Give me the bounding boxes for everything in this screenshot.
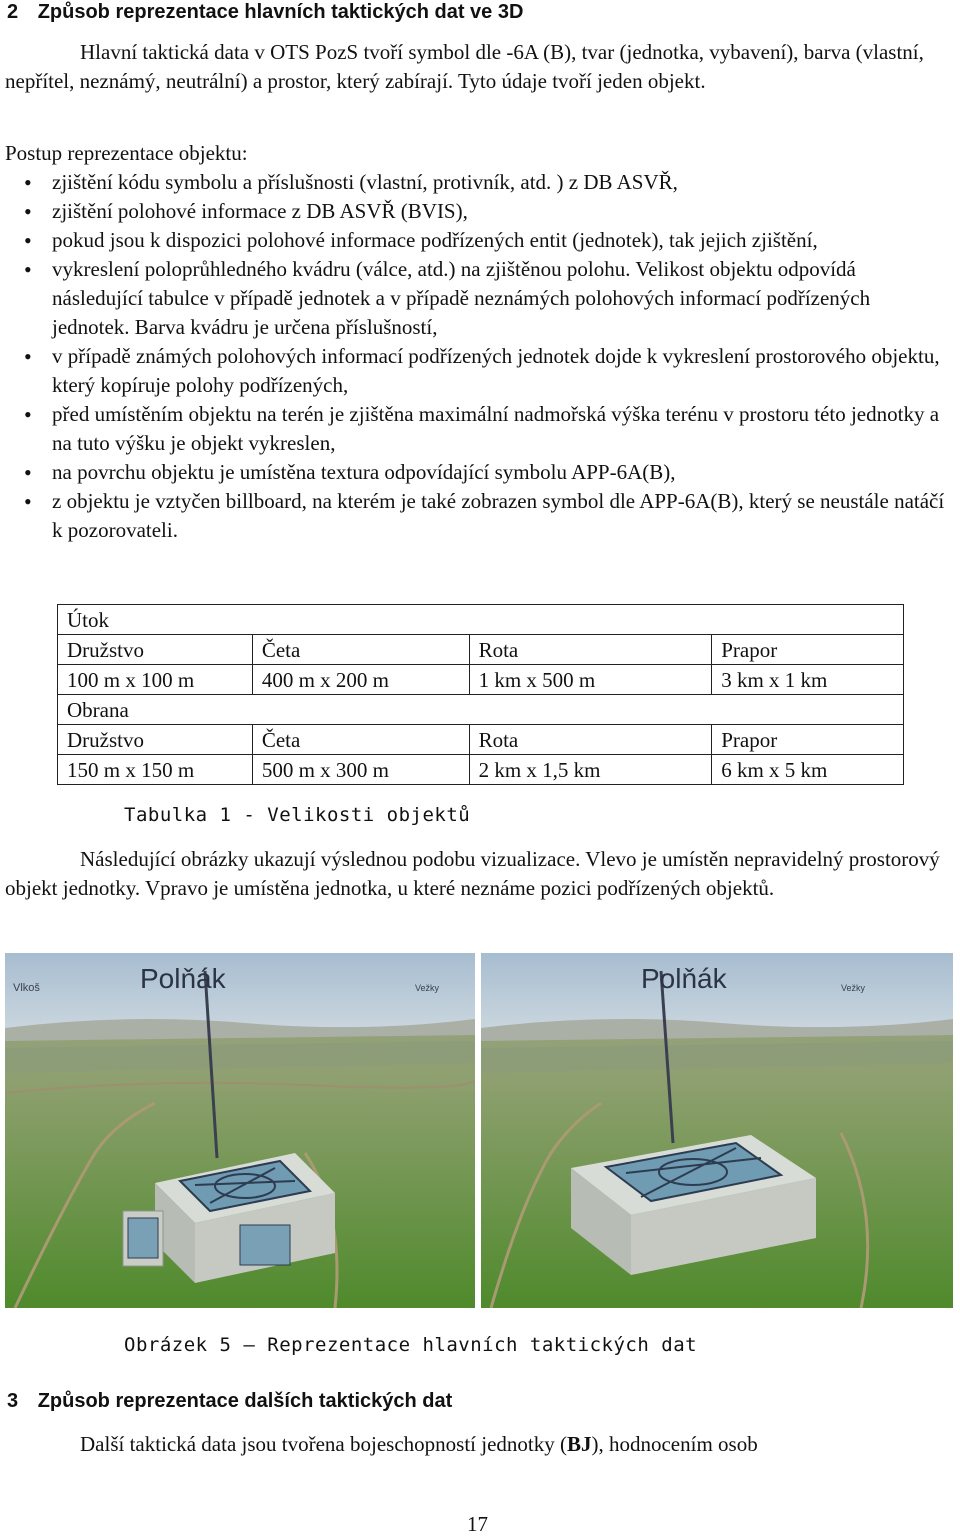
table-caption: Tabulka 1 - Velikosti objektů: [124, 804, 471, 826]
figure-caption: Obrázek 5 – Reprezentace hlavních taktických dat: [124, 1334, 698, 1356]
table-cell: Rota: [469, 635, 712, 665]
list-item: • před umístěním objektu na terén je zjištěna maximální nadmořská výška terénu v prostoru této jednotky a na tuto výšku je objekt vykreslen,: [5, 400, 948, 458]
place-label: Vlkoš: [13, 982, 40, 994]
table-cell: Rota: [469, 725, 712, 755]
list-item: • z objektu je vztyčen billboard, na kterém je také zobrazen symbol dle APP-6A(B), který se neustále natáčí k pozorovateli.: [5, 487, 948, 545]
list-intro: Postup reprezentace objektu:: [5, 141, 248, 165]
table-cell: 3 km x 1 km: [712, 665, 904, 695]
table-cell: 1 km x 500 m: [469, 665, 712, 695]
table-cell: Družstvo: [58, 635, 253, 665]
section-2-heading: [7, 1, 523, 24]
table-cell: Obrana: [58, 695, 904, 725]
size-table: [57, 604, 904, 785]
list-item: • zjištění polohové informace z DB ASVŘ (BVIS),: [5, 197, 948, 226]
section-number: 2: [7, 1, 19, 23]
table-row: [58, 755, 904, 785]
section-title: Způsob reprezentace hlavních taktických dat ve 3D: [37, 1, 524, 23]
figure-intro-paragraph: Následující obrázky ukazují výslednou podobu vizualizace. Vlevo je umístěn nepravidelný prostorový objekt jednotky. Vpravo je umístěna jednotka, u které neznáme pozici podřízených objektů.: [5, 847, 940, 900]
list-item: • na povrchu objektu je umístěna textura odpovídající symbolu APP-6A(B),: [5, 458, 948, 487]
section-number: 3: [7, 1390, 19, 1412]
table-cell: 100 m x 100 m: [58, 665, 253, 695]
table-cell: Útok: [58, 605, 904, 635]
table-cell: 500 m x 300 m: [252, 755, 469, 785]
scene-image-right: [481, 953, 953, 1308]
table-cell: Četa: [252, 635, 469, 665]
scene-left-svg: [5, 953, 475, 1308]
table-cell: 2 km x 1,5 km: [469, 755, 712, 785]
paragraph-text: ), hodnocením osob: [591, 1432, 758, 1456]
section-3-paragraph: [80, 1430, 758, 1459]
village-label: Polňák: [140, 963, 226, 994]
table-row: [58, 635, 904, 665]
scene-right-svg: [481, 953, 953, 1308]
list-item: • zjištění kódu symbolu a příslušnosti (vlastní, protivník, atd. ) z DB ASVŘ,: [5, 168, 948, 197]
procedure-list: [5, 168, 948, 545]
place-label: Vežky: [415, 983, 440, 993]
list-item: • pokud jsou k dispozici polohové informace podřízených entit (jednotek), tak jejich zjištění,: [5, 226, 948, 255]
intro-paragraph: Hlavní taktická data v OTS PozS tvoří symbol dle -6A (B), tvar (jednotka, vybavení), barva (vlastní, nepřítel, neznámý, neutrální) a prostor, který zabírají. Tyto údaje tvoří jeden objekt.: [5, 40, 924, 93]
table-cell: Družstvo: [58, 725, 253, 755]
table-row: [58, 695, 904, 725]
page-number: 17: [467, 1512, 488, 1536]
village-label: Polňák: [641, 963, 727, 994]
table-row: [58, 665, 904, 695]
scene-image-left: [5, 953, 475, 1308]
paragraph-text: Další taktická data jsou tvořena bojeschopností jednotky (: [80, 1432, 567, 1456]
table-row: [58, 725, 904, 755]
table-cell: Četa: [252, 725, 469, 755]
list-item: • v případě známých polohových informací podřízených jednotek dojde k vykreslení prostorového objektu, který kopíruje polohy podřízených,: [5, 342, 948, 400]
table-cell: Prapor: [712, 635, 904, 665]
table-cell: Prapor: [712, 725, 904, 755]
table-cell: 150 m x 150 m: [58, 755, 253, 785]
table-cell: 400 m x 200 m: [252, 665, 469, 695]
table-row: [58, 605, 904, 635]
abbreviation: BJ: [566, 1432, 592, 1456]
place-label: Vežky: [841, 983, 866, 993]
section-3-heading: [7, 1390, 452, 1413]
section-title: Způsob reprezentace dalších taktických dat: [37, 1390, 453, 1412]
list-item: • vykreslení poloprůhledného kvádru (válce, atd.) na zjištěnou polohu. Velikost objektu odpovídá následující tabulce v případě jednotek a v případě neznámých polohových informací podřízených jednotek. Barva kvádru je určena příslušností,: [5, 255, 948, 342]
table-cell: 6 km x 5 km: [712, 755, 904, 785]
